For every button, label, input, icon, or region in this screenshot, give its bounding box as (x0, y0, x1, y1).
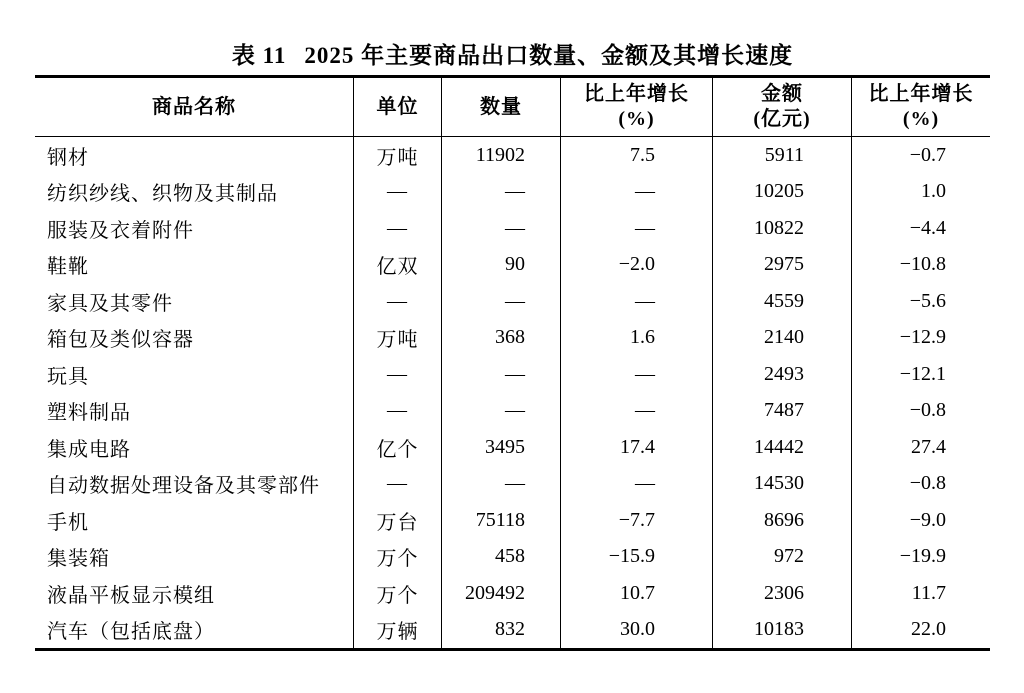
commodity-name-cell: 手机 (35, 502, 354, 539)
header-quantity-growth: 比上年增长 (%) (561, 78, 713, 137)
amount-cell: 7487 (713, 393, 852, 430)
amount-growth-cell: −10.8 (899, 253, 946, 276)
quantity-growth-cell: 7.5 (561, 137, 713, 174)
quantity-growth-cell: — (561, 466, 713, 503)
quantity-cell: 368 (442, 320, 561, 357)
commodity-name-cell: 钢材 (35, 137, 354, 174)
table-row (35, 283, 990, 320)
quantity-cell: — (442, 174, 561, 211)
quantity-cell: — (442, 283, 561, 320)
table-row (35, 612, 990, 649)
quantity-growth-cell: — (561, 393, 713, 430)
amount-growth-cell: 1.0 (921, 180, 946, 203)
header-commodity-name: 商品名称 (35, 78, 354, 137)
quantity-cell: 75118 (442, 502, 561, 539)
amount-cell: 4559 (713, 283, 852, 320)
unit-cell: — (354, 210, 442, 247)
commodity-name-cell: 服装及衣着附件 (35, 210, 354, 247)
quantity-cell: 832 (442, 612, 561, 649)
table-title-text: 2025 年主要商品出口数量、金额及其增长速度 (304, 43, 794, 68)
quantity-cell: 209492 (442, 575, 561, 612)
quantity-cell: — (442, 356, 561, 393)
table-header-row (35, 78, 990, 137)
table-row (35, 137, 990, 174)
unit-cell: 万吨 (354, 137, 442, 174)
amount-growth-cell: −12.9 (899, 326, 946, 349)
amount-cell: 10205 (713, 174, 852, 211)
quantity-cell: — (442, 466, 561, 503)
table-row (35, 575, 990, 612)
amount-growth-cell: −9.0 (909, 508, 946, 531)
amount-growth-cell: −0.8 (909, 472, 946, 495)
quantity-cell: — (442, 393, 561, 430)
unit-cell: 万个 (354, 575, 442, 612)
quantity-cell: 3495 (442, 429, 561, 466)
amount-cell: 5911 (713, 137, 852, 174)
commodity-name-cell: 箱包及类似容器 (35, 320, 354, 357)
amount-growth-cell: 11.7 (911, 581, 946, 604)
commodity-name-cell: 鞋靴 (35, 247, 354, 284)
quantity-growth-cell: — (561, 174, 713, 211)
amount-growth-cell: −0.7 (909, 143, 946, 166)
amount-cell: 14442 (713, 429, 852, 466)
table-body (35, 137, 990, 648)
quantity-growth-cell: 30.0 (561, 612, 713, 649)
commodity-name-cell: 家具及其零件 (35, 283, 354, 320)
unit-cell: — (354, 283, 442, 320)
quantity-cell: 90 (442, 247, 561, 284)
amount-growth-cell: −5.6 (909, 289, 946, 312)
quantity-growth-cell: 17.4 (561, 429, 713, 466)
quantity-growth-cell: −2.0 (561, 247, 713, 284)
unit-cell: — (354, 356, 442, 393)
table-row (35, 429, 990, 466)
table-row (35, 210, 990, 247)
table-row (35, 247, 990, 284)
quantity-cell: — (442, 210, 561, 247)
table-row (35, 320, 990, 357)
table-title (35, 37, 990, 70)
unit-cell: — (354, 466, 442, 503)
amount-growth-cell: 27.4 (911, 435, 946, 458)
quantity-growth-cell: −15.9 (561, 539, 713, 576)
unit-cell: 万辆 (354, 612, 442, 649)
amount-growth-cell: −0.8 (909, 399, 946, 422)
amount-cell: 8696 (713, 502, 852, 539)
commodity-name-cell: 塑料制品 (35, 393, 354, 430)
unit-cell: 万台 (354, 502, 442, 539)
table-row (35, 539, 990, 576)
amount-cell: 2493 (713, 356, 852, 393)
header-amount: 金额 (亿元) (713, 78, 852, 137)
quantity-growth-cell: — (561, 283, 713, 320)
amount-cell: 14530 (713, 466, 852, 503)
amount-growth-cell: −12.1 (899, 362, 946, 385)
amount-cell: 2975 (713, 247, 852, 284)
unit-cell: 万个 (354, 539, 442, 576)
amount-growth-cell: 22.0 (911, 618, 946, 641)
amount-growth-cell: −4.4 (909, 216, 946, 239)
quantity-growth-cell: 1.6 (561, 320, 713, 357)
header-unit: 单位 (354, 78, 442, 137)
commodity-name-cell: 汽车（包括底盘） (35, 612, 354, 649)
unit-cell: 亿个 (354, 429, 442, 466)
table-row (35, 174, 990, 211)
quantity-growth-cell: −7.7 (561, 502, 713, 539)
commodity-name-cell: 纺织纱线、织物及其制品 (35, 174, 354, 211)
quantity-growth-cell: — (561, 210, 713, 247)
table-row (35, 466, 990, 503)
amount-cell: 10822 (713, 210, 852, 247)
amount-cell: 2306 (713, 575, 852, 612)
table-row (35, 502, 990, 539)
export-commodities-table (35, 75, 990, 651)
quantity-cell: 11902 (442, 137, 561, 174)
table-row (35, 356, 990, 393)
header-quantity: 数量 (442, 78, 561, 137)
amount-cell: 2140 (713, 320, 852, 357)
unit-cell: 亿双 (354, 247, 442, 284)
table-number-label: 表 11 (231, 43, 287, 68)
unit-cell: — (354, 393, 442, 430)
commodity-name-cell: 玩具 (35, 356, 354, 393)
commodity-name-cell: 集成电路 (35, 429, 354, 466)
unit-cell: 万吨 (354, 320, 442, 357)
amount-growth-cell: −19.9 (899, 545, 946, 568)
table-row (35, 393, 990, 430)
commodity-name-cell: 自动数据处理设备及其零部件 (35, 466, 354, 503)
quantity-growth-cell: — (561, 356, 713, 393)
header-amount-growth: 比上年增长 (%) (852, 78, 990, 137)
amount-cell: 972 (713, 539, 852, 576)
quantity-cell: 458 (442, 539, 561, 576)
commodity-name-cell: 集装箱 (35, 539, 354, 576)
commodity-name-cell: 液晶平板显示模组 (35, 575, 354, 612)
unit-cell: — (354, 174, 442, 211)
quantity-growth-cell: 10.7 (561, 575, 713, 612)
amount-cell: 10183 (713, 612, 852, 649)
